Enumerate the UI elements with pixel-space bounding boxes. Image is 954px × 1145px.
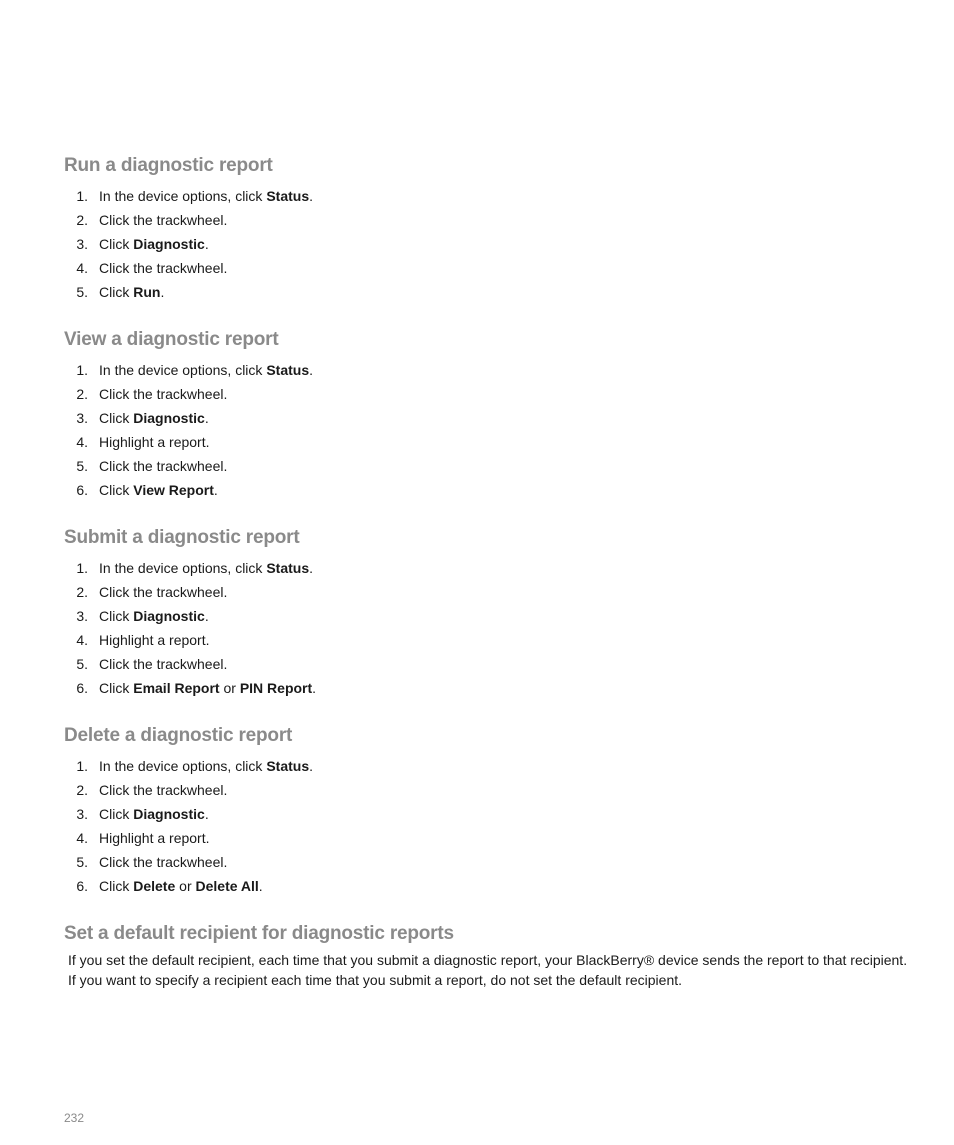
step-text <box>99 184 313 208</box>
step-number: 1. <box>76 362 88 378</box>
ui-label: Diagnostic <box>133 236 205 252</box>
step-item <box>64 382 924 406</box>
step-text <box>99 604 209 628</box>
step-text <box>99 454 227 478</box>
step-text-segment: Click <box>99 806 134 822</box>
step-text <box>99 802 209 826</box>
step-number: 2. <box>76 584 88 600</box>
ui-label: Email Report <box>133 680 220 696</box>
step-item <box>64 676 924 700</box>
step-text <box>99 358 313 382</box>
step-text-segment: Highlight a report. <box>99 632 210 648</box>
ui-label: Status <box>266 362 310 378</box>
step-item <box>64 826 924 850</box>
step-item <box>64 778 924 802</box>
step-item <box>64 478 924 502</box>
section-heading: Submit a diagnostic report <box>64 527 300 548</box>
step-text <box>99 628 210 652</box>
step-item <box>64 580 924 604</box>
step-text-segment: Click the trackwheel. <box>99 854 228 870</box>
step-text-segment: Click the trackwheel. <box>99 260 228 276</box>
step-text-segment: Click the trackwheel. <box>99 212 228 228</box>
step-text <box>99 556 313 580</box>
step-text <box>99 652 227 676</box>
step-text <box>99 580 227 604</box>
step-text-segment: . <box>204 410 209 426</box>
step-number: 1. <box>76 560 88 576</box>
step-text-segment: . <box>312 680 317 696</box>
section-view-diagnostic-report <box>64 328 924 502</box>
step-list <box>64 184 924 304</box>
step-item <box>64 208 924 232</box>
step-number: 2. <box>76 386 88 402</box>
section-heading: View a diagnostic report <box>64 329 279 350</box>
step-list <box>64 358 924 502</box>
step-text-segment: In the device options, click <box>99 560 267 576</box>
step-number: 3. <box>76 608 88 624</box>
step-text <box>99 478 218 502</box>
step-text-segment: Click <box>99 482 134 498</box>
step-text-segment: Click <box>99 680 134 696</box>
ui-label: Status <box>266 758 310 774</box>
step-text-segment: Click <box>99 284 134 300</box>
step-item <box>64 256 924 280</box>
step-item <box>64 430 924 454</box>
step-number: 6. <box>76 680 88 696</box>
step-text-segment: Click <box>99 410 134 426</box>
ui-label: Delete All <box>195 878 259 894</box>
step-text <box>99 778 227 802</box>
step-list <box>64 556 924 700</box>
step-text <box>99 874 263 898</box>
step-text <box>99 256 227 280</box>
step-number: 3. <box>76 410 88 426</box>
step-item <box>64 628 924 652</box>
step-text-segment: . <box>309 758 313 774</box>
step-number: 1. <box>76 188 88 204</box>
step-number: 2. <box>76 212 88 228</box>
step-item <box>64 358 924 382</box>
step-number: 5. <box>76 284 88 300</box>
step-item <box>64 232 924 256</box>
ui-label: View Report <box>133 482 214 498</box>
step-text-segment: Click the trackwheel. <box>99 656 228 672</box>
ui-label: Diagnostic <box>133 410 205 426</box>
step-text <box>99 382 227 406</box>
step-text-segment: In the device options, click <box>99 758 267 774</box>
step-text-segment: . <box>213 482 218 498</box>
step-item <box>64 754 924 778</box>
section-heading: Delete a diagnostic report <box>64 725 293 746</box>
step-text <box>99 676 316 700</box>
step-item <box>64 280 924 304</box>
step-text-segment: Highlight a report. <box>99 830 210 846</box>
step-number: 5. <box>76 458 88 474</box>
section-heading: Set a default recipient for diagnostic reports <box>64 923 454 944</box>
step-text <box>99 826 210 850</box>
step-text-segment: Click the trackwheel. <box>99 386 228 402</box>
step-text-segment: . <box>204 608 209 624</box>
step-number: 4. <box>76 260 88 276</box>
step-text <box>99 754 313 778</box>
ui-label: PIN Report <box>239 680 313 696</box>
default-recipient-description <box>68 950 924 990</box>
section-delete-diagnostic-report <box>64 724 924 898</box>
step-number: 2. <box>76 782 88 798</box>
step-item <box>64 556 924 580</box>
ui-label: Diagnostic <box>133 806 205 822</box>
ui-label: Status <box>266 188 310 204</box>
step-text <box>99 208 227 232</box>
step-text <box>99 850 227 874</box>
step-item <box>64 802 924 826</box>
step-text-segment: Click the trackwheel. <box>99 584 228 600</box>
step-number: 4. <box>76 830 88 846</box>
step-text-segment: . <box>204 806 209 822</box>
step-text-segment: . <box>309 362 313 378</box>
step-item <box>64 652 924 676</box>
step-text-segment: . <box>309 188 313 204</box>
page-number: 232 <box>64 1111 85 1125</box>
step-text-segment: . <box>204 236 209 252</box>
step-text <box>99 430 210 454</box>
ui-label: Run <box>133 284 161 300</box>
step-list <box>64 754 924 898</box>
ui-label: Diagnostic <box>133 608 205 624</box>
step-number: 3. <box>76 806 88 822</box>
step-text-segment: Click the trackwheel. <box>99 782 228 798</box>
step-number: 6. <box>76 482 88 498</box>
section-run-diagnostic-report <box>64 154 924 304</box>
step-text-segment: Highlight a report. <box>99 434 210 450</box>
step-text-segment: Click <box>99 878 134 894</box>
step-item <box>64 874 924 898</box>
step-text-segment: Click <box>99 236 134 252</box>
step-item <box>64 850 924 874</box>
step-text-segment: In the device options, click <box>99 362 267 378</box>
step-number: 4. <box>76 632 88 648</box>
step-number: 5. <box>76 656 88 672</box>
step-text-segment: . <box>258 878 263 894</box>
step-text <box>99 232 209 256</box>
description-line: If you set the default recipient, each time that you submit a diagnostic report, your BlackBerry® device sends the report to that recipient. <box>68 952 908 968</box>
step-text-segment: Click the trackwheel. <box>99 458 228 474</box>
step-item <box>64 406 924 430</box>
step-item <box>64 184 924 208</box>
step-item <box>64 604 924 628</box>
step-text-segment: . <box>309 560 313 576</box>
step-text <box>99 280 164 304</box>
step-text-segment: . <box>160 284 165 300</box>
description-line: If you want to specify a recipient each time that you submit a report, do not set the default recipient. <box>68 972 683 988</box>
section-default-recipient <box>64 922 924 990</box>
step-number: 6. <box>76 878 88 894</box>
step-text <box>99 406 209 430</box>
step-text-segment: In the device options, click <box>99 188 267 204</box>
ui-label: Status <box>266 560 310 576</box>
ui-label: Delete <box>133 878 176 894</box>
step-number: 1. <box>76 758 88 774</box>
step-text-segment: Click <box>99 608 134 624</box>
section-submit-diagnostic-report <box>64 526 924 700</box>
step-number: 5. <box>76 854 88 870</box>
step-item <box>64 454 924 478</box>
step-number: 3. <box>76 236 88 252</box>
section-heading: Run a diagnostic report <box>64 155 273 176</box>
step-text-segment: or <box>219 680 240 696</box>
step-number: 4. <box>76 434 88 450</box>
step-text-segment: or <box>175 878 196 894</box>
